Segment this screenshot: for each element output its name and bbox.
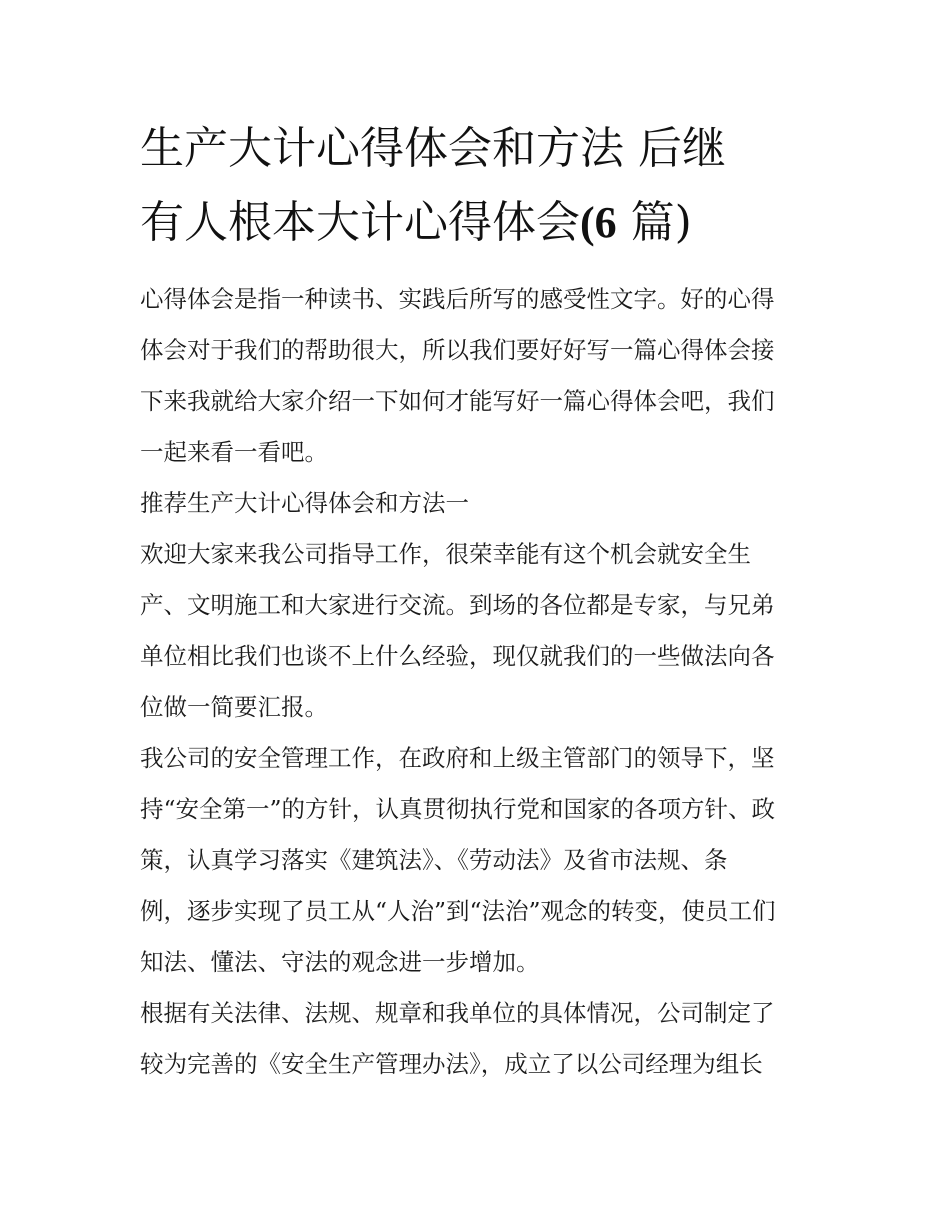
body-paragraph — [140, 988, 812, 1090]
text-line: 知法、懂法、守法的观念进一步增加。 — [140, 948, 540, 976]
text-line: 一起来看一看吧。 — [140, 438, 328, 466]
title-suffix: 篇) — [616, 197, 692, 248]
text-line: 体会对于我们的帮助很大，所以我们要好好写一篇心得体会接 — [140, 336, 775, 364]
text-line: 位做一简要汇报。 — [140, 693, 328, 721]
title-line — [140, 186, 812, 260]
text-line: 产、文明施工和大家进行交流。到场的各位都是专家，与兄弟 — [140, 591, 775, 619]
text-line: 下来我就给大家介绍一下如何才能写好一篇心得体会吧，我们 — [140, 387, 775, 415]
body-paragraph — [140, 733, 812, 988]
title-count: (6 — [580, 198, 617, 247]
text-line: 推荐生产大计心得体会和方法一 — [140, 489, 469, 517]
text-line: 我公司的安全管理工作，在政府和上级主管部门的领导下，坚 — [140, 744, 775, 772]
text-line: 持“安全第一”的方针，认真贯彻执行党和国家的各项方针、政 — [140, 795, 776, 823]
section-heading — [140, 478, 812, 529]
text-line: 心得体会是指一种读书、实践后所写的感受性文字。好的心得 — [140, 285, 775, 313]
title-line: 生产大计心得体会和方法 后继 — [140, 123, 726, 174]
text-line: 欢迎大家来我公司指导工作，很荣幸能有这个机会就安全生 — [140, 540, 751, 568]
text-line: 策，认真学习落实《建筑法》、《劳动法》及省市法规、条 — [140, 846, 728, 874]
intro-paragraph — [140, 274, 812, 478]
document-content — [140, 112, 812, 1090]
text-line: 例，逐步实现了员工从“人治”到“法治”观念的转变，使员工们 — [140, 897, 776, 925]
text-line: 单位相比我们也谈不上什么经验，现仅就我们的一些做法向各 — [140, 642, 775, 670]
document-body — [140, 274, 812, 1090]
body-paragraph — [140, 529, 812, 733]
text-line: 较为完善的《安全生产管理办法》，成立了以公司经理为组长 — [140, 1050, 763, 1078]
text-line: 根据有关法律、法规、规章和我单位的具体情况，公司制定了 — [140, 999, 775, 1027]
document-title — [140, 112, 812, 260]
title-text: 有人根本大计心得体会 — [140, 197, 580, 248]
